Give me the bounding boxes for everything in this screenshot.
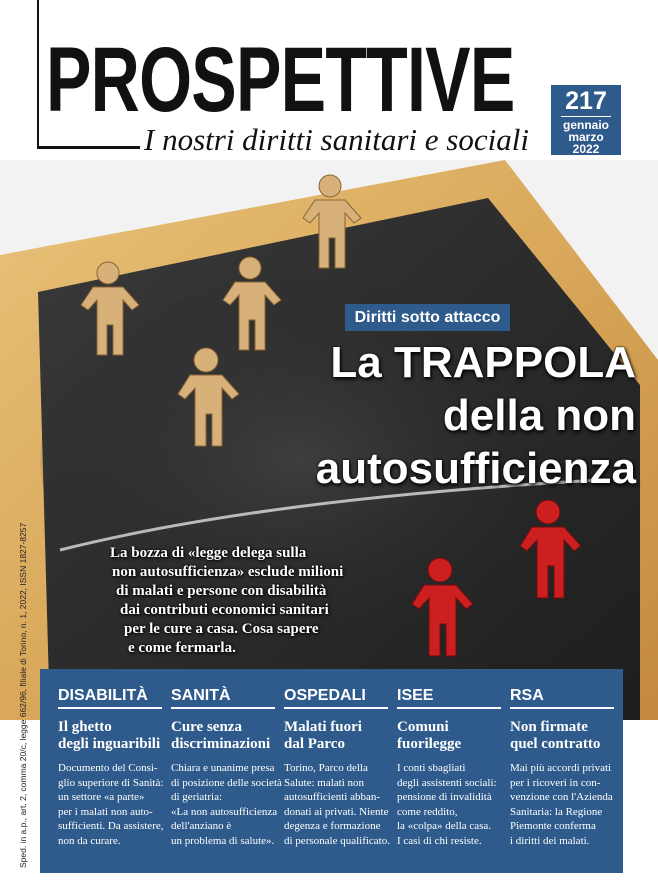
postal-info: Sped. in a.p., art. 2, comma 20/c, legge 662/96, filiale di Torino, n. 1, 2022, ISSN 1827-8257 bbox=[18, 522, 28, 868]
section-title-line: Cure senza bbox=[171, 719, 242, 735]
section-text-line: Piemonte conferma bbox=[510, 820, 596, 832]
issue-month-end: marzo bbox=[568, 130, 604, 144]
section-label: Diritti sotto attacco bbox=[345, 304, 510, 331]
section-text-line: Salute: malati non bbox=[284, 776, 365, 789]
section-text-line: Mai più accordi privati bbox=[510, 762, 612, 774]
section-title bbox=[58, 719, 170, 753]
deck-line: di malati e persone con disabilità bbox=[116, 583, 327, 599]
issue-year: 2022 bbox=[572, 142, 600, 156]
section-text-line: la «colpa» della casa. bbox=[397, 820, 492, 832]
section-category: SANITÀ bbox=[171, 687, 231, 704]
deck-line: per le cure a casa. Cosa sapere bbox=[124, 621, 319, 637]
section-text bbox=[58, 761, 170, 848]
section-text bbox=[510, 761, 622, 848]
section-title-line: Malati fuori bbox=[284, 719, 362, 735]
deck-line: dai contributi economici sanitari bbox=[120, 602, 329, 618]
section-title-line: discriminazioni bbox=[171, 736, 271, 752]
section-text-line: I casi di chi resiste. bbox=[397, 834, 482, 847]
masthead-horizontal-rule bbox=[37, 146, 140, 149]
sections-panel bbox=[40, 669, 623, 873]
section-text-line: come reddito, bbox=[397, 805, 458, 818]
issue-month-start: gennaio bbox=[562, 118, 609, 132]
section-text-line: donati ai privati. Niente bbox=[284, 805, 389, 818]
section-text-line: venzione con l'Azienda bbox=[510, 791, 613, 803]
section-title-line: Non firmate bbox=[510, 719, 588, 735]
section-title bbox=[171, 719, 283, 753]
section-title-line: degli inguaribili bbox=[58, 736, 161, 752]
section-text-line: pensione di invalidità bbox=[397, 791, 492, 803]
section-text-line: per i malati non auto- bbox=[58, 805, 153, 818]
section-text-line: Torino, Parco della bbox=[284, 762, 368, 774]
magazine-subtitle: I nostri diritti sanitari e sociali bbox=[144, 122, 529, 157]
section-text-line: un problema di salute». bbox=[171, 834, 275, 847]
deck-line: e come fermarla. bbox=[128, 640, 236, 656]
section-text-line: di posizione delle società bbox=[171, 776, 282, 789]
issue-divider bbox=[561, 116, 611, 117]
section-category: RSA bbox=[510, 687, 544, 704]
section-title bbox=[510, 719, 622, 753]
magazine-title: PROSPETTIVE bbox=[46, 29, 515, 131]
section-text-line: di geriatria: bbox=[171, 791, 223, 803]
section-text-line: autosufficienti abban- bbox=[284, 791, 381, 803]
section-text-line: glio superiore di Sanità: bbox=[58, 776, 164, 789]
section-text-line: dell'anziano è bbox=[171, 820, 232, 832]
cover-deck bbox=[100, 544, 390, 658]
section-text bbox=[171, 761, 283, 848]
section-divider bbox=[510, 707, 614, 709]
section-title-line: fuorilegge bbox=[397, 736, 462, 752]
section-text-line: di personale qualificato. bbox=[284, 834, 390, 847]
section-text-line: sufficienti. Da assistere, bbox=[58, 820, 164, 832]
section-text-line: per i ricoveri in con- bbox=[510, 776, 601, 789]
section-title-line: quel contratto bbox=[510, 736, 601, 752]
section-text-line: i diritti dei malati. bbox=[510, 834, 590, 847]
section-text-line: non da curare. bbox=[58, 834, 121, 847]
section-text-line: Chiara e unanime presa bbox=[171, 762, 275, 774]
headline-line: autosufficienza bbox=[315, 444, 636, 493]
section-divider bbox=[397, 707, 501, 709]
section-text-line: un settore «a parte» bbox=[58, 791, 145, 803]
section-text-line: Documento del Consi- bbox=[58, 762, 158, 774]
section-title bbox=[284, 719, 396, 753]
masthead-vertical-rule bbox=[37, 0, 39, 148]
section-divider bbox=[171, 707, 275, 709]
section-divider bbox=[58, 707, 162, 709]
headline-line: della non bbox=[442, 391, 636, 440]
section-text-line: degenza e formazione bbox=[284, 820, 381, 832]
deck-line: non autosufficienza» esclude milioni bbox=[112, 564, 344, 580]
section-title-line: dal Parco bbox=[284, 736, 345, 752]
section-category: OSPEDALI bbox=[284, 687, 366, 704]
deck-line: La bozza di «legge delega sulla bbox=[110, 545, 307, 561]
issue-badge bbox=[551, 85, 621, 155]
section-title-line: Comuni bbox=[397, 719, 449, 735]
cover-headline bbox=[240, 336, 636, 495]
section-text bbox=[397, 761, 509, 848]
headline-line: La TRAPPOLA bbox=[330, 338, 636, 387]
issue-number: 217 bbox=[565, 87, 607, 115]
section-title bbox=[397, 719, 509, 753]
section-category: ISEE bbox=[397, 687, 434, 704]
section-text-line: Sanitaria: la Regione bbox=[510, 805, 603, 818]
section-category: DISABILITÀ bbox=[58, 687, 148, 704]
section-divider bbox=[284, 707, 388, 709]
section-title-line: Il ghetto bbox=[58, 719, 112, 735]
section-text bbox=[284, 761, 396, 848]
section-text-line: I conti sbagliati bbox=[397, 762, 466, 774]
section-text-line: «La non autosufficienza bbox=[171, 805, 278, 818]
section-text-line: degli assistenti sociali: bbox=[397, 776, 497, 789]
